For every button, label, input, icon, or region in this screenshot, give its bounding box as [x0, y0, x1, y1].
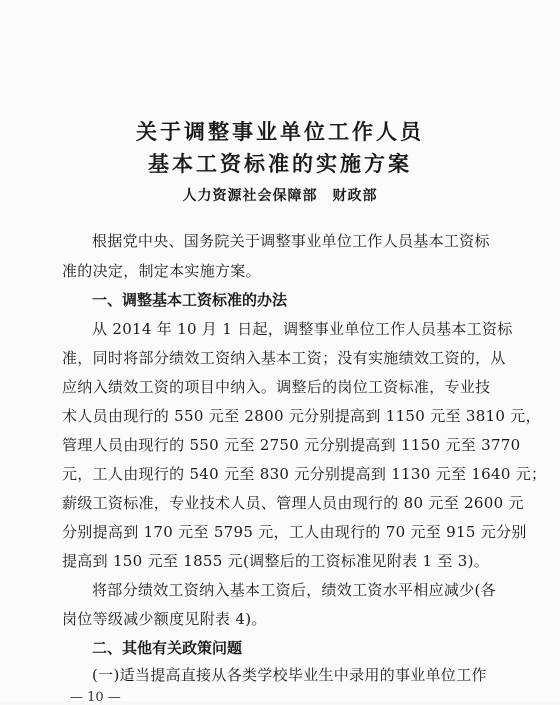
paragraph-line: 准的决定，制定本实施方案。 — [62, 262, 261, 280]
paragraph-line: (一)适当提高直接从各类学校毕业生中录用的事业单位工作 — [92, 666, 487, 684]
issuing-authorities: 人力资源社会保障部 财政部 — [182, 188, 378, 204]
paragraph-line: 从 2014 年 10 月 1 日起，调整事业单位工作人员基本工资标 — [92, 320, 513, 338]
document-title-line-1: 关于调整事业单位工作人员 — [136, 120, 424, 144]
paragraph-line: 提高到 150 元至 1855 元(调整后的工资标准见附表 1 至 3)。 — [62, 552, 490, 570]
paragraph-line: 将部分绩效工资纳入基本工资后，绩效工资水平相应减少(各 — [92, 581, 496, 599]
section-heading-1: 一、调整基本工资标准的办法 — [92, 291, 288, 309]
paragraph-line: 准，同时将部分绩效工资纳入基本工资；没有实施绩效工资的，从 — [62, 349, 506, 367]
section-heading-2: 二、其他有关政策问题 — [92, 639, 243, 657]
paragraph-line: 分别提高到 170 元至 5795 元，工人由现行的 70 元至 915 元分别 — [62, 523, 527, 541]
paragraph-line: 术人员由现行的 550 元至 2800 元分别提高到 1150 元至 3810 元， — [62, 407, 541, 425]
paragraph-line: 管理人员由现行的 550 元至 2750 元分别提高到 1150 元至 3770 — [62, 436, 521, 454]
page-number: — 10 — — [70, 690, 121, 705]
document-title-line-2: 基本工资标准的实施方案 — [148, 152, 412, 176]
paragraph-line: 根据党中央、国务院关于调整事业单位工作人员基本工资标 — [92, 232, 490, 250]
paragraph-line: 应纳入绩效工资的项目中纳入。调整后的岗位工资标准，专业技 — [62, 378, 491, 396]
paragraph-line: 薪级工资标准，专业技术人员、管理人员由现行的 80 元至 2600 元 — [62, 494, 524, 512]
paragraph-line: 元，工人由现行的 540 元至 830 元分别提高到 1130 元至 1640 元； — [62, 465, 547, 483]
paragraph-line: 岗位等级减少额度见附表 4)。 — [62, 610, 267, 628]
